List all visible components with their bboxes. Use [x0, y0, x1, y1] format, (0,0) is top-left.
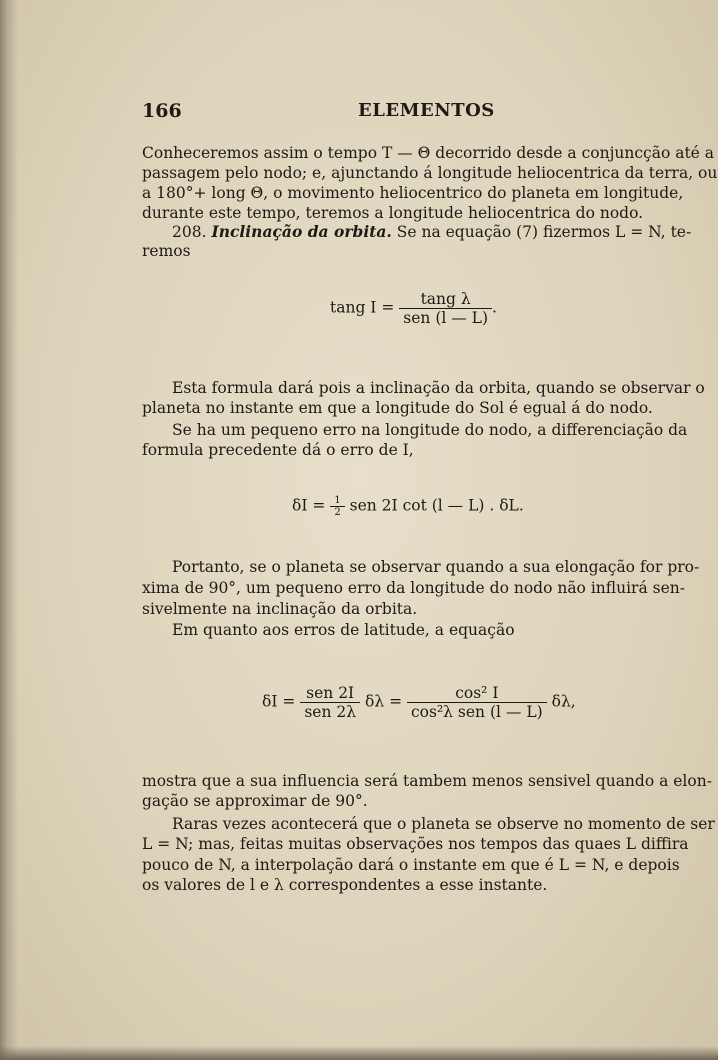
- eq2-rhs: sen 2I cot (l — L) . δL.: [349, 496, 524, 515]
- eq3-f2-den: cos²λ sen (l — L): [407, 702, 547, 721]
- para5-line: Em quanto aos erros de latitude, a equação: [172, 621, 515, 639]
- section-208-line: [172, 222, 692, 242]
- eq3-f2-num: cos² I: [455, 684, 499, 702]
- eq2-lhs: δI =: [292, 496, 326, 515]
- eq3-mid: δλ =: [364, 692, 403, 711]
- eq1-tail: .: [492, 298, 497, 317]
- section-208-text: Se na equação (7) fizermos L = N, te-: [396, 223, 692, 241]
- para4-line: sivelmente na inclinação da orbita.: [142, 600, 418, 618]
- page-gutter-shadow: [0, 0, 18, 1060]
- eq2-half-den: 2: [330, 506, 344, 518]
- section-208-line2: remos: [142, 242, 191, 260]
- section-number: 208.: [172, 223, 207, 241]
- para7-line: L = N; mas, feitas muitas observações nos tempos das quaes L diffira: [142, 835, 689, 853]
- eq1-denominator: sen (l — L): [399, 308, 492, 327]
- page-bottom-edge: [0, 1046, 718, 1060]
- para1-line: a 180°+ long Θ, o movimento heliocentrico do planeta em longitude,: [142, 184, 684, 202]
- running-head: ELEMENTOS: [358, 100, 495, 121]
- eq3-f1-den: sen 2λ: [300, 702, 360, 721]
- para1-line: Conheceremos assim o tempo T — Θ decorrido desde a conjuncção até a: [142, 144, 715, 162]
- eq3-fraction2: [407, 684, 547, 721]
- para2-line: Esta formula dará pois a inclinação da orbita, quando se observar o: [172, 379, 705, 397]
- section-title: Inclinação da orbita.: [211, 222, 392, 241]
- para6-line: gação se approximar de 90°.: [142, 792, 368, 810]
- equation-deltaI-latitude: [262, 684, 576, 721]
- eq3-f1-num: sen 2I: [306, 684, 355, 702]
- eq3-fraction1: [300, 684, 360, 721]
- para7-line: os valores de l e λ correspondentes a esse instante.: [142, 876, 548, 894]
- eq1-lhs: tang I =: [330, 298, 395, 317]
- eq3-lhs: δI =: [262, 692, 296, 711]
- para7-line: Raras vezes acontecerá que o planeta se observe no momento de ser: [172, 815, 715, 833]
- eq1-fraction: [399, 290, 492, 327]
- para7-line: pouco de N, a interpolação dará o instante em que é L = N, e depois: [142, 856, 680, 874]
- equation-deltaI-node: [292, 495, 524, 518]
- para3-line: formula precedente dá o erro de I,: [142, 441, 414, 459]
- para3-line: Se ha um pequeno erro na longitude do nodo, a differenciação da: [172, 421, 688, 439]
- para6-line: mostra que a sua influencia será tambem menos sensivel quando a elon-: [142, 772, 712, 790]
- eq2-half: [330, 495, 344, 518]
- para1-line: passagem pelo nodo; e, ajunctando á longitude heliocentrica da terra, ou: [142, 164, 718, 182]
- para2-line: planeta no instante em que a longitude do Sol é egual á do nodo.: [142, 399, 653, 417]
- equation-tangI: [330, 290, 497, 327]
- para4-line: xima de 90°, um pequeno erro da longitude do nodo não influirá sen-: [142, 579, 685, 597]
- eq2-half-num: 1: [334, 495, 341, 506]
- eq1-numerator: tang λ: [420, 290, 471, 308]
- para4-line: Portanto, se o planeta se observar quando a sua elongação for pro-: [172, 558, 700, 576]
- page-number: 166: [142, 100, 182, 122]
- para1-line: durante este tempo, teremos a longitude heliocentrica do nodo.: [142, 204, 644, 222]
- eq3-tail: δλ,: [551, 692, 576, 711]
